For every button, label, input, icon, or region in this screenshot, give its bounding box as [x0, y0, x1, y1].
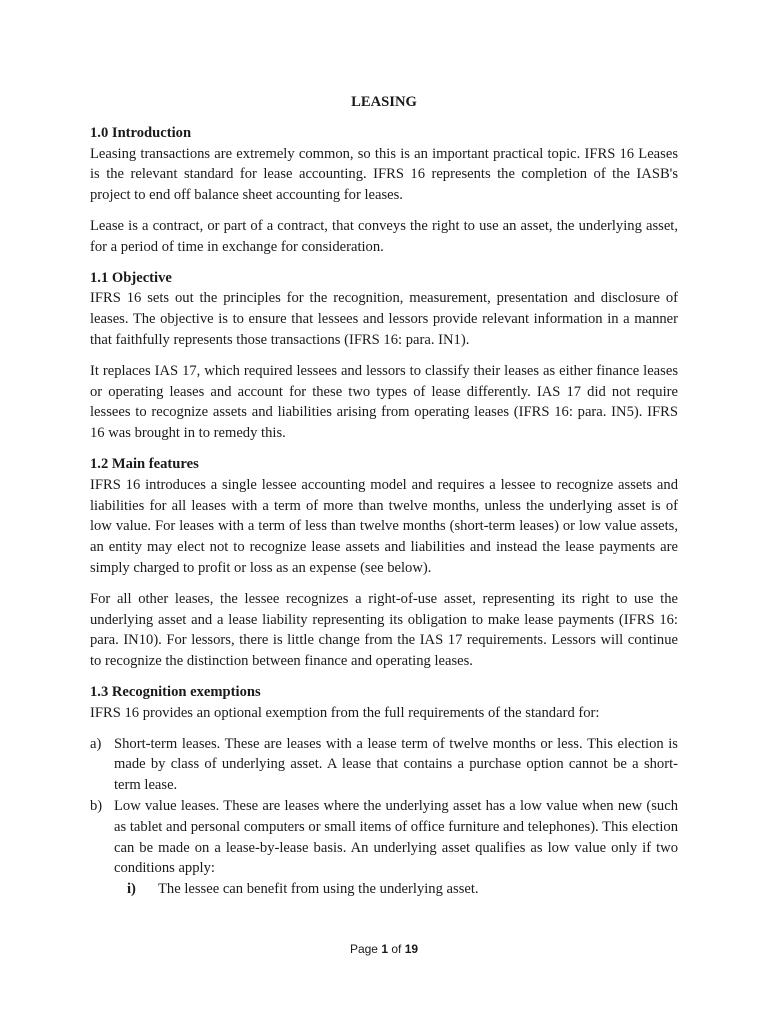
- paragraph: Lease is a contract, or part of a contract, that conveys the right to use an asset, the underlying asset, for a period of time in exchange for consideration.: [90, 217, 678, 255]
- page-total-number: 19: [404, 942, 419, 956]
- paragraph: IFRS 16 introduces a single lessee accounting model and requires a lessee to recognize assets and liabilities for all leases with a term of more than twelve months, unless the underlying asset is of low value. For leases with a term of less than twelve months (short-term leases) or low value assets, an entity may elect not to recognize lease assets and liabilities and instead the lease payments are simply charged to profit or loss as an expense (see below).: [90, 476, 678, 576]
- exemptions-list: [90, 734, 678, 900]
- page-word: Page: [349, 942, 378, 956]
- list-item-text: Short-term leases. These are leases with a lease term of twelve months or less. This election is made by class of underlying asset. A lease that contains a purchase option cannot be a short-term lease.: [114, 735, 678, 794]
- paragraph: Leasing transactions are extremely common, so this is an important practical topic. IFRS 16 Leases is the relevant standard for lease accounting. IFRS 16 represents the completion of the IASB's project to end off balance sheet accounting for leases.: [90, 145, 678, 204]
- page-current-number: 1: [381, 942, 388, 956]
- sublist-item: [114, 879, 678, 900]
- paragraph: It replaces IAS 17, which required lessees and lessors to classify their leases as either finance leases or operating leases and account for these two types of lease differently. IAS 17 did not require lessees to recognize assets and liabilities arising from operating leases (IFRS 16: para. IN5). IFRS 16 was brought in to remedy this.: [90, 362, 678, 442]
- section-objective: [90, 268, 678, 444]
- list-item: [90, 796, 678, 900]
- conditions-sublist: [114, 879, 678, 900]
- list-item: [90, 734, 678, 796]
- paragraph: IFRS 16 provides an optional exemption from the full requirements of the standard for:: [90, 704, 600, 721]
- of-word: of: [391, 942, 402, 956]
- page-footer: [0, 942, 768, 956]
- list-marker: b): [90, 797, 103, 814]
- section-heading-recognition-exemptions: 1.3 Recognition exemptions: [90, 683, 261, 700]
- document-page: [90, 92, 678, 900]
- section-recognition-exemptions: [90, 682, 678, 900]
- paragraph: IFRS 16 sets out the principles for the recognition, measurement, presentation and disclosure of leases. The objective is to ensure that lessees and lessors provide relevant information in a manner that faithfully represents those transactions (IFRS 16: para. IN1).: [90, 290, 678, 348]
- list-marker: a): [90, 735, 102, 752]
- section-heading-main-features: 1.2 Main features: [90, 455, 199, 472]
- section-main-features: [90, 454, 678, 672]
- list-item-text: Low value leases. These are leases where the underlying asset has a low value when new (such as tablet and personal computers or small items of office furniture and telephones). This election can be made on a lease-by-lease basis. An underlying asset qualifies as low value only if two conditions apply:: [114, 797, 678, 877]
- section-introduction: [90, 123, 678, 258]
- document-title: LEASING: [351, 94, 417, 110]
- section-heading-objective: 1.1 Objective: [90, 269, 172, 286]
- sublist-marker: i): [127, 881, 136, 898]
- paragraph: For all other leases, the lessee recognizes a right-of-use asset, representing its right to use the underlying asset and a lease liability representing its obligation to make lease payments (IFRS 16: para. IN10). For lessors, there is little change from the IAS 17 requirements. Lessors will continue to recognize the distinction between finance and operating leases.: [90, 590, 678, 670]
- section-heading-introduction: 1.0 Introduction: [90, 124, 192, 141]
- sublist-item-text: The lessee can benefit from using the underlying asset.: [158, 881, 479, 898]
